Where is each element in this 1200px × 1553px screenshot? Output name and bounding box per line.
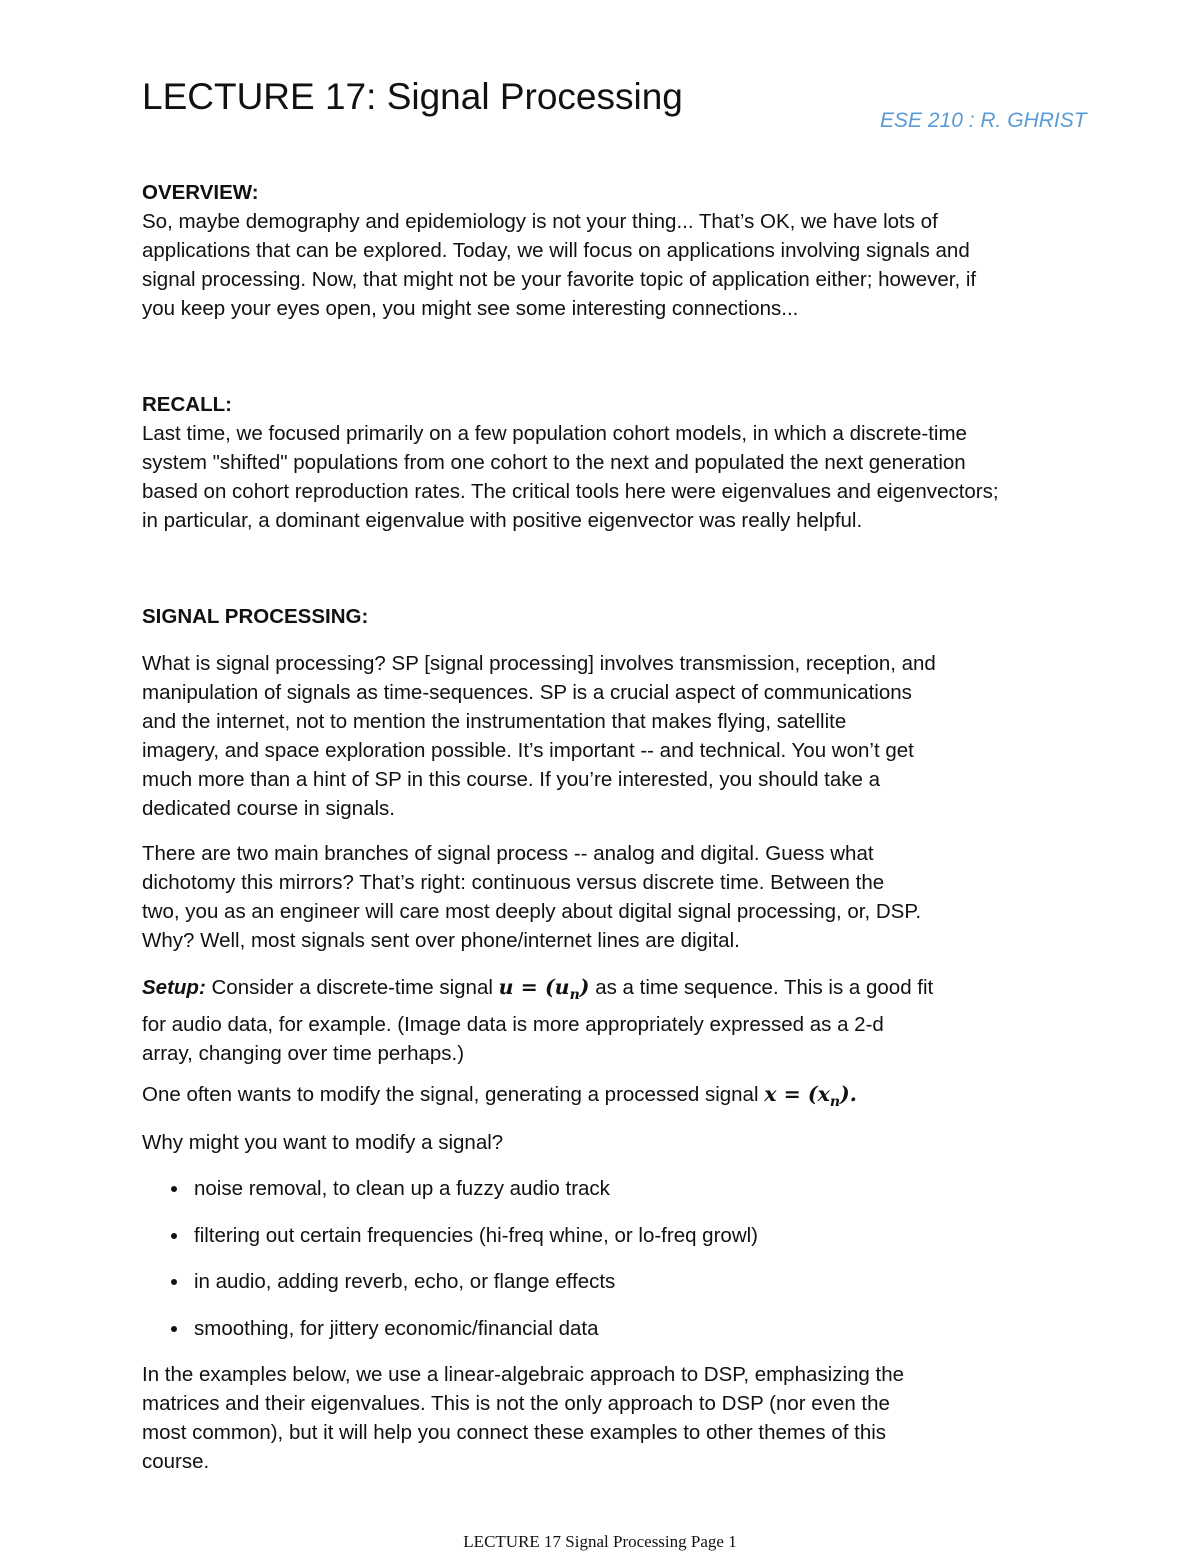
overview-heading: OVERVIEW:: [142, 181, 259, 204]
bullet-icon: [171, 1326, 177, 1332]
text-line: two, you as an engineer will care most deeply about digital signal processing, or, DSP.: [142, 900, 922, 923]
page-title: LECTURE 17: Signal Processing: [142, 76, 683, 117]
setup-paragraph: [142, 973, 1062, 1068]
text-line: manipulation of signals as time-sequences. SP is a crucial aspect of communications: [142, 681, 912, 704]
setup-text: as a time sequence. This is a good fit: [595, 976, 934, 999]
text-line: much more than a hint of SP in this course. If you’re interested, you should take a: [142, 768, 881, 791]
recall-paragraph: [142, 419, 1062, 535]
list-item: smoothing, for jittery economic/financial data: [142, 1314, 1042, 1361]
text-line: matrices and their eigenvalues. This is not the only approach to DSP (nor even the: [142, 1392, 890, 1415]
signal-x-math: $x = (x_n)$.: [764, 1082, 857, 1111]
text-line: There are two main branches of signal process -- analog and digital. Guess what: [142, 842, 874, 865]
setup-text: Consider a discrete-time signal: [211, 976, 493, 999]
text-line: and the internet, not to mention the instrumentation that makes flying, satellite: [142, 710, 847, 733]
list-item: in audio, adding reverb, echo, or flange effects: [142, 1267, 1042, 1314]
modify-question: Why might you want to modify a signal?: [142, 1131, 504, 1154]
list-item: filtering out certain frequencies (hi-freq whine, or lo-freq growl): [142, 1221, 1042, 1268]
text-line: based on cohort reproduction rates. The critical tools here were eigenvalues and eigenvectors;: [142, 480, 999, 503]
text-line: most common), but it will help you connect these examples to other themes of this: [142, 1421, 887, 1444]
text-line: signal processing. Now, that might not be your favorite topic of application either; however, if: [142, 268, 977, 291]
bullet-icon: [171, 1279, 177, 1285]
text-line: Last time, we focused primarily on a few population cohort models, in which a discrete-time: [142, 422, 967, 445]
setup-label: Setup:: [142, 976, 206, 999]
text-line: dichotomy this mirrors? That’s right: continuous versus discrete time. Between the: [142, 871, 885, 894]
list-item: noise removal, to clean up a fuzzy audio track: [142, 1174, 1042, 1221]
signal-processing-heading: SIGNAL PROCESSING:: [142, 605, 369, 628]
text-line: in particular, a dominant eigenvalue with positive eigenvector was really helpful.: [142, 509, 863, 532]
sp-paragraph-2: [142, 839, 1062, 955]
recall-heading: RECALL:: [142, 393, 232, 416]
text-line: Why? Well, most signals sent over phone/internet lines are digital.: [142, 929, 740, 952]
text-line: array, changing over time perhaps.): [142, 1042, 465, 1066]
text-line: course.: [142, 1450, 210, 1473]
closing-paragraph: [142, 1360, 1062, 1476]
text-line: imagery, and space exploration possible. It’s important -- and technical. You won’t get: [142, 739, 914, 762]
setup-line: [142, 973, 1062, 1010]
page-footer: LECTURE 17 Signal Processing Page 1: [463, 1532, 737, 1551]
reasons-list: [142, 1174, 1042, 1360]
text-line: So, maybe demography and epidemiology is not your thing... That’s OK, we have lots of: [142, 210, 938, 233]
bullet-icon: [171, 1233, 177, 1239]
bullet-icon: [171, 1186, 177, 1192]
text-line: applications that can be explored. Today, we will focus on applications involving signals and: [142, 239, 970, 262]
modify-line: [142, 1080, 1062, 1117]
overview-paragraph: [142, 207, 1062, 323]
course-label: ESE 210 : R. GHRIST: [880, 109, 1087, 132]
text-line: for audio data, for example. (Image data is more appropriately expressed as a 2-d: [142, 1013, 884, 1037]
text-line: What is signal processing? SP [signal processing] involves transmission, reception, and: [142, 652, 936, 675]
text-line: dedicated course in signals.: [142, 797, 395, 820]
sp-paragraph-1: [142, 649, 1062, 823]
signal-u-math: $u = (u_n)$: [498, 975, 590, 1004]
text-line: you keep your eyes open, you might see some interesting connections...: [142, 297, 799, 320]
modify-text: One often wants to modify the signal, generating a processed signal: [142, 1083, 759, 1106]
text-line: system "shifted" populations from one cohort to the next and populated the next generation: [142, 451, 966, 474]
text-line: In the examples below, we use a linear-algebraic approach to DSP, emphasizing the: [142, 1363, 904, 1386]
